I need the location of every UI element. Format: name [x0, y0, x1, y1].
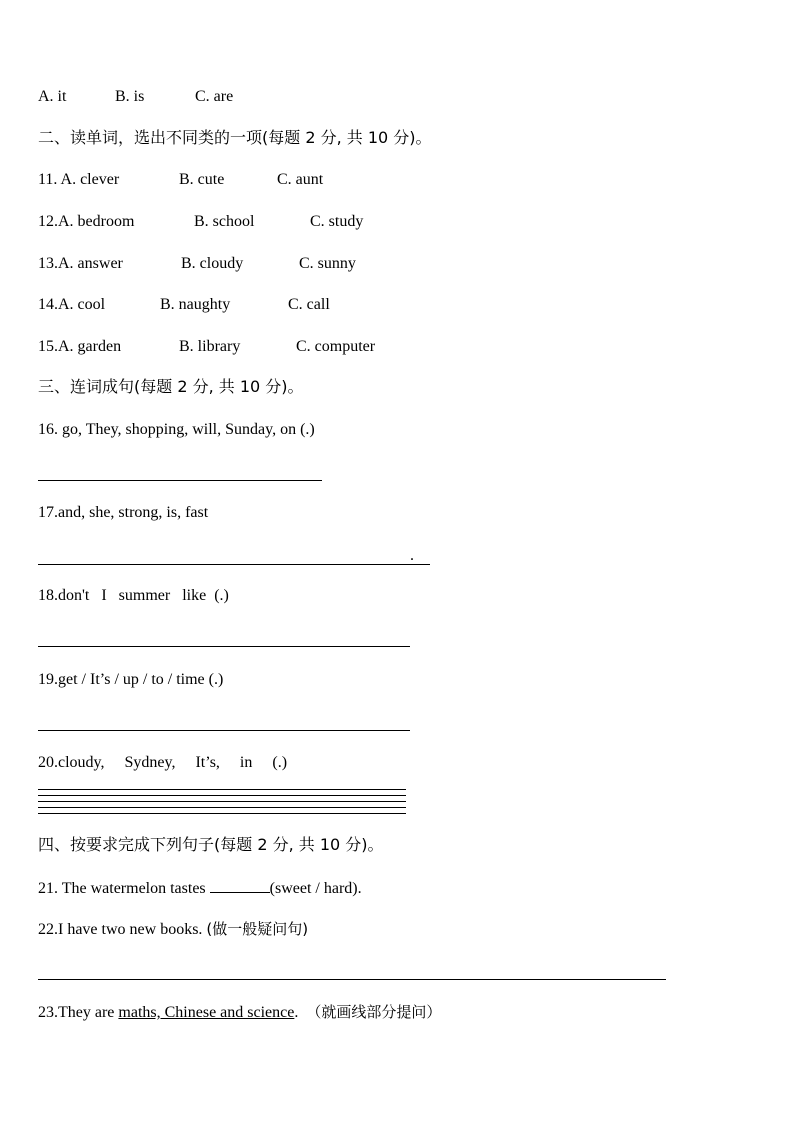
question-text-after: . [294, 1004, 307, 1021]
answer-line-22[interactable] [38, 979, 666, 980]
fill-blank[interactable] [210, 878, 270, 893]
answer-line-20a[interactable] [38, 789, 406, 790]
option-a: .A. bedroom [54, 213, 135, 230]
answer-line-20d[interactable] [38, 807, 406, 808]
question-text-before: . The watermelon tastes [54, 880, 210, 897]
question-13 [38, 254, 356, 274]
section-4-title: 四、按要求完成下列句子(每题 2 分, 共 10 分)。 [38, 835, 384, 854]
question-number: 12 [38, 213, 54, 230]
option-b: B. library [179, 338, 241, 355]
question-number: 18 [38, 587, 54, 604]
question-number: 16 [38, 421, 54, 438]
option-a: .A. cool [54, 296, 106, 313]
question-14 [38, 295, 330, 315]
option-c: C. computer [296, 338, 376, 355]
end-period: . [410, 547, 414, 564]
question-text: .don't I summer like (.) [54, 587, 229, 604]
question-text-after: (sweet / hard). [269, 880, 362, 897]
section-3-title: 三、连词成句(每题 2 分, 共 10 分)。 [38, 377, 304, 396]
question-number: 19 [38, 671, 54, 688]
answer-line-18[interactable] [38, 646, 410, 647]
option-c: C. sunny [299, 255, 356, 272]
answer-line-20e[interactable] [38, 813, 406, 814]
question-number: 22 [38, 921, 54, 938]
section-2-title: 二、读单词，选出不同类的一项(每题 2 分, 共 10 分)。 [38, 128, 432, 147]
question-number: 23 [38, 1004, 54, 1021]
question-20 [38, 753, 287, 773]
question-text-before: .They are [54, 1004, 119, 1021]
question-number: 14 [38, 296, 54, 313]
option-c: C. aunt [277, 171, 324, 188]
option-c: C. call [288, 296, 330, 313]
instruction: (做一般疑问句) [206, 920, 309, 938]
question-12 [38, 212, 363, 232]
question-text: . go, They, shopping, will, Sunday, on (.) [54, 421, 315, 438]
question-18 [38, 586, 229, 606]
question-number: 13 [38, 255, 54, 272]
question-23 [38, 1002, 441, 1022]
question-text: .I have two new books. [54, 921, 207, 938]
answer-line-20c[interactable] [38, 801, 406, 802]
option-b: B. is [115, 88, 145, 105]
question-19 [38, 670, 223, 690]
question-number: 21 [38, 880, 54, 897]
question-15 [38, 337, 375, 357]
option-a: . A. clever [53, 171, 120, 188]
answer-line-17[interactable] [38, 564, 430, 565]
question-number: 17 [38, 504, 54, 521]
question-21 [38, 878, 362, 898]
option-b: B. school [194, 213, 255, 230]
question-22 [38, 919, 308, 939]
question-number: 15 [38, 338, 54, 355]
option-a: A. it [38, 88, 67, 105]
option-a: .A. garden [54, 338, 122, 355]
answer-line-19[interactable] [38, 730, 410, 731]
question-11 [38, 170, 323, 190]
question-number: 11 [38, 171, 54, 188]
instruction: （就画线部分提问） [306, 1003, 442, 1021]
question-text: .get / It’s / up / to / time (.) [54, 671, 224, 688]
option-c: C. are [195, 88, 234, 105]
answer-line-20b[interactable] [38, 795, 406, 796]
question-text: .cloudy, Sydney, It’s, in (.) [54, 754, 288, 771]
answer-line-16[interactable] [38, 480, 322, 481]
question-text: .and, she, strong, is, fast [54, 504, 209, 521]
option-b: B. cloudy [181, 255, 244, 272]
option-b: B. cute [179, 171, 225, 188]
question-10-options [38, 87, 233, 107]
option-a: .A. answer [54, 255, 123, 272]
underlined-phrase: maths, Chinese and science [118, 1004, 295, 1021]
option-c: C. study [310, 213, 364, 230]
question-17 [38, 503, 208, 523]
option-b: B. naughty [160, 296, 231, 313]
question-16 [38, 420, 315, 440]
question-number: 20 [38, 754, 54, 771]
